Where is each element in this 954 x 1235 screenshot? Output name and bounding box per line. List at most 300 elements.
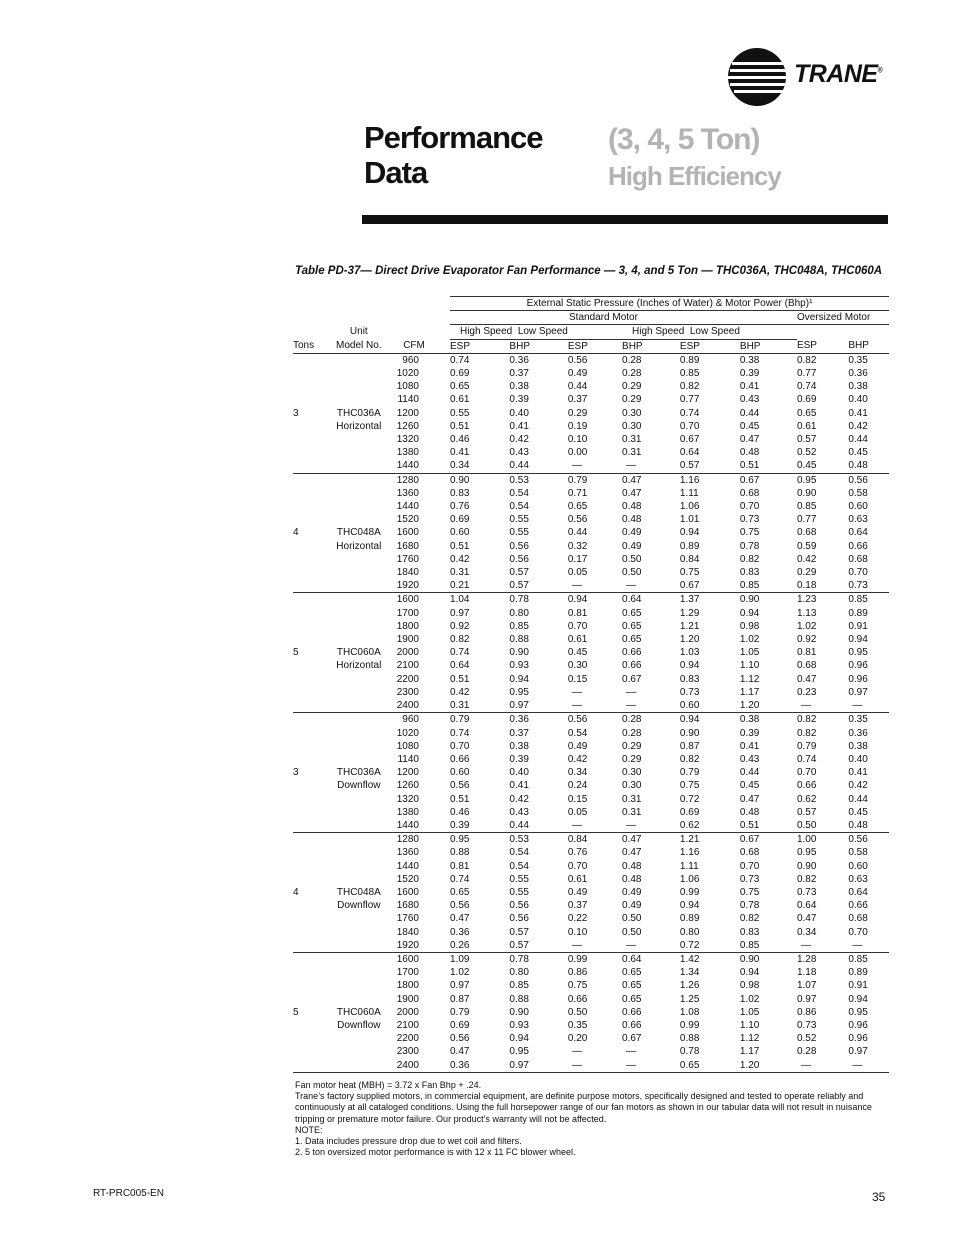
table-row bbox=[293, 699, 889, 713]
cell-value: 0.49 bbox=[567, 368, 588, 380]
cell-value: 0.77 bbox=[679, 394, 700, 406]
cell-value: 0.56 bbox=[509, 900, 529, 912]
cell-cfm: 1800 bbox=[396, 620, 419, 632]
cell-value: 0.41 bbox=[848, 767, 868, 779]
cell-value: 0.94 bbox=[509, 1033, 529, 1045]
cell-value: 0.48 bbox=[622, 501, 642, 513]
cell-value: 0.61 bbox=[796, 420, 817, 432]
cell-value: 0.72 bbox=[679, 793, 700, 805]
cell-value: 0.64 bbox=[796, 900, 817, 912]
cell-value: 0.56 bbox=[449, 1033, 470, 1045]
cell-value: 0.59 bbox=[796, 540, 817, 552]
cell-value: 0.39 bbox=[449, 819, 470, 831]
table-row bbox=[293, 513, 889, 526]
cell-value: 0.60 bbox=[848, 501, 868, 513]
table-row bbox=[293, 806, 889, 819]
note-fan-motor-heat: Fan motor heat (MBH) = 3.72 x Fan Bhp + .24. bbox=[295, 1080, 482, 1090]
table-row bbox=[293, 846, 889, 859]
cell-value: 0.45 bbox=[739, 780, 760, 792]
cell-value: 0.84 bbox=[568, 833, 622, 847]
table-row bbox=[293, 593, 889, 607]
cell-value: 0.57 bbox=[796, 434, 817, 446]
cell-value: 0.82 bbox=[739, 913, 760, 925]
row-tons: 5 bbox=[293, 1006, 299, 1018]
col-model: Model No. bbox=[336, 340, 382, 352]
trane-logo bbox=[728, 48, 898, 104]
row-tons: 5 bbox=[293, 647, 299, 659]
cell-value: 0.37 bbox=[567, 394, 588, 406]
table-body bbox=[293, 353, 889, 1072]
cell-value: 0.95 bbox=[797, 473, 848, 487]
note-heading: NOTE: bbox=[295, 1124, 323, 1135]
cell-value: 0.75 bbox=[679, 780, 700, 792]
row-config: Horizontal bbox=[336, 660, 382, 672]
cell-value: 0.83 bbox=[739, 926, 760, 938]
cell-value: 0.90 bbox=[796, 487, 817, 499]
cell-cfm: 1760 bbox=[396, 913, 419, 925]
cell-value: 0.82 bbox=[449, 634, 470, 646]
cell-value: 0.56 bbox=[567, 514, 588, 526]
cell-value: 0.82 bbox=[739, 553, 760, 565]
cell-value: 0.74 bbox=[449, 873, 470, 885]
cell-value: 0.47 bbox=[449, 913, 470, 925]
cell-value: 0.47 bbox=[739, 793, 760, 805]
cell-cfm: 1360 bbox=[396, 847, 419, 859]
cell-value: 0.85 bbox=[739, 580, 760, 592]
row-model: THC048A bbox=[336, 527, 381, 539]
cell-value: — bbox=[848, 1059, 889, 1073]
cell-value: 1.29 bbox=[679, 607, 700, 619]
cell-value: 0.44 bbox=[567, 527, 588, 539]
cell-value: 0.38 bbox=[740, 353, 797, 367]
cell-cfm: 1020 bbox=[396, 368, 419, 380]
cell-cfm: 2200 bbox=[396, 673, 419, 685]
cell-value: 0.34 bbox=[567, 767, 588, 779]
cell-value: 0.49 bbox=[622, 527, 642, 539]
cell-value: 0.85 bbox=[679, 368, 700, 380]
cell-value: 1.06 bbox=[679, 873, 700, 885]
cell-value: 0.30 bbox=[567, 660, 588, 672]
cell-value: 0.57 bbox=[509, 567, 529, 579]
cell-cfm: 1700 bbox=[396, 607, 419, 619]
col-tons: Tons bbox=[293, 340, 315, 352]
cell-value: 0.65 bbox=[796, 407, 817, 419]
cell-value: 0.67 bbox=[679, 434, 700, 446]
cell-value: 0.97 bbox=[509, 1059, 567, 1073]
table-row bbox=[293, 420, 889, 433]
cell-value: 0.98 bbox=[739, 980, 760, 992]
cell-value: 0.30 bbox=[622, 767, 642, 779]
table-row bbox=[293, 912, 889, 925]
cell-value: 0.89 bbox=[680, 353, 740, 367]
cell-value: 0.49 bbox=[622, 900, 642, 912]
cell-value: 0.28 bbox=[796, 1046, 817, 1058]
table-row bbox=[293, 526, 889, 539]
row-config: Horizontal bbox=[336, 540, 382, 552]
cell-cfm: 2300 bbox=[396, 686, 419, 698]
cell-cfm: 960 bbox=[393, 353, 450, 367]
cell-value: 0.97 bbox=[449, 980, 470, 992]
cell-value: 0.28 bbox=[622, 353, 680, 367]
cell-cfm: 1380 bbox=[396, 447, 419, 459]
cell-value: 0.39 bbox=[739, 727, 760, 739]
cell-value: 0.52 bbox=[796, 447, 817, 459]
cell-value: 0.20 bbox=[567, 1033, 588, 1045]
table-row bbox=[293, 607, 889, 620]
cell-value: 0.48 bbox=[622, 860, 642, 872]
cell-value: 0.66 bbox=[622, 1019, 642, 1031]
cell-value: 0.42 bbox=[449, 553, 470, 565]
row-model: THC048A bbox=[336, 886, 381, 898]
cell-value: 0.60 bbox=[679, 700, 700, 712]
cell-cfm: 1440 bbox=[396, 460, 419, 472]
cell-cfm: 2100 bbox=[396, 1019, 419, 1031]
cell-value: 0.92 bbox=[796, 634, 817, 646]
cell-value: 0.76 bbox=[567, 847, 588, 859]
row-config: Horizontal bbox=[336, 420, 382, 432]
table-row bbox=[293, 1006, 889, 1019]
cell-value: — bbox=[571, 700, 582, 712]
cell-value: — bbox=[626, 580, 637, 592]
cell-value: 0.21 bbox=[449, 580, 470, 592]
cell-value: 0.70 bbox=[739, 501, 760, 513]
cell-value: 0.37 bbox=[509, 368, 529, 380]
cell-value: 0.38 bbox=[848, 381, 868, 393]
cell-value: 0.52 bbox=[796, 1033, 817, 1045]
cell-value: 1.03 bbox=[679, 647, 700, 659]
cell-value: 0.56 bbox=[568, 353, 622, 367]
table-row bbox=[293, 713, 889, 727]
cell-value: 1.20 bbox=[740, 1059, 797, 1073]
cell-value: 0.50 bbox=[622, 567, 642, 579]
cell-value: 0.74 bbox=[449, 727, 470, 739]
table-row bbox=[293, 939, 889, 953]
cell-value: 0.56 bbox=[509, 913, 529, 925]
cell-value: 1.28 bbox=[797, 952, 848, 966]
cell-value: 0.31 bbox=[622, 793, 642, 805]
cell-value: 1.26 bbox=[679, 980, 700, 992]
cell-value: 0.65 bbox=[567, 501, 588, 513]
cell-value: 0.56 bbox=[449, 780, 470, 792]
cell-value: 0.64 bbox=[622, 593, 680, 607]
cell-cfm: 1680 bbox=[396, 900, 419, 912]
cell-cfm: 1800 bbox=[396, 980, 419, 992]
col-esp-2: ESP bbox=[568, 339, 622, 353]
cell-value: 0.79 bbox=[450, 713, 509, 727]
cell-cfm: 1840 bbox=[396, 567, 419, 579]
cell-value: 0.60 bbox=[449, 527, 470, 539]
cell-cfm: 1320 bbox=[396, 434, 419, 446]
cell-value: 1.37 bbox=[680, 593, 740, 607]
cell-value: 0.94 bbox=[848, 993, 868, 1005]
cell-value: 0.87 bbox=[449, 993, 470, 1005]
table-row bbox=[293, 553, 889, 566]
cell-value: 0.96 bbox=[848, 1033, 868, 1045]
cell-value: 0.99 bbox=[568, 952, 622, 966]
table-row bbox=[293, 393, 889, 406]
cell-value: 0.85 bbox=[848, 593, 889, 607]
cell-value: 0.81 bbox=[567, 607, 588, 619]
cell-value: 0.58 bbox=[848, 487, 868, 499]
cell-value: 0.53 bbox=[509, 473, 567, 487]
cell-value: 0.78 bbox=[679, 1046, 700, 1058]
cell-value: — bbox=[568, 1059, 622, 1073]
cell-value: 0.45 bbox=[796, 460, 817, 472]
cell-value: 0.41 bbox=[739, 381, 760, 393]
cell-value: 0.68 bbox=[796, 527, 817, 539]
cell-value: 0.77 bbox=[796, 368, 817, 380]
cell-value: 0.24 bbox=[567, 780, 588, 792]
cell-value: 0.31 bbox=[449, 700, 470, 712]
cell-value: 0.42 bbox=[796, 553, 817, 565]
cell-value: 0.10 bbox=[567, 434, 588, 446]
cell-value: 0.78 bbox=[509, 952, 567, 966]
cell-value: 0.40 bbox=[848, 753, 868, 765]
cell-value: 0.74 bbox=[449, 647, 470, 659]
cell-value: 0.97 bbox=[449, 607, 470, 619]
cell-value: 0.88 bbox=[679, 1033, 700, 1045]
cell-value: 0.36 bbox=[848, 368, 868, 380]
cell-value: 0.61 bbox=[449, 394, 470, 406]
cell-value: 0.49 bbox=[567, 886, 588, 898]
table-row bbox=[293, 740, 889, 753]
cell-value: 0.79 bbox=[679, 767, 700, 779]
cell-cfm: 2000 bbox=[396, 647, 419, 659]
cell-value: 0.65 bbox=[680, 1059, 740, 1073]
table-row bbox=[293, 367, 889, 380]
cell-value: 0.76 bbox=[449, 501, 470, 513]
note-motor-warranty: Trane’s factory supplied motors, in commercial equipment, are definite purpose motors, specifically designed and tested to operate reliably and continuously at all cataloged conditions. Using the full horsepower range of our fan motors as shown in our tabular data will not result in nuisance tripping or premature motor failure. Our product’s warranty will not be affected. bbox=[295, 1091, 872, 1124]
table-row bbox=[293, 1059, 889, 1073]
table-row bbox=[293, 620, 889, 633]
cell-value: 0.66 bbox=[622, 1006, 642, 1018]
cell-value: 1.04 bbox=[450, 593, 509, 607]
col-bhp-3: BHP bbox=[740, 339, 797, 353]
document-code: RT-PRC005-EN bbox=[93, 1188, 164, 1199]
cell-value: 0.34 bbox=[449, 460, 470, 472]
row-model: THC060A bbox=[336, 1006, 381, 1018]
cell-value: 0.10 bbox=[567, 926, 588, 938]
cell-value: 0.29 bbox=[622, 753, 642, 765]
note-1: 1. Data includes pressure drop due to wet coil and filters. bbox=[295, 1136, 522, 1147]
cell-value: 0.38 bbox=[848, 740, 868, 752]
cell-value: 0.94 bbox=[679, 660, 700, 672]
cell-value: 0.36 bbox=[450, 1059, 509, 1073]
cell-value: 0.15 bbox=[567, 673, 588, 685]
table-row bbox=[293, 727, 889, 740]
cell-cfm: 1260 bbox=[396, 420, 419, 432]
cell-cfm: 1600 bbox=[396, 886, 419, 898]
cell-value: 0.54 bbox=[567, 727, 588, 739]
cell-value: 0.65 bbox=[622, 967, 642, 979]
cell-value: 0.42 bbox=[449, 686, 470, 698]
header-low-speed-2: Low Speed bbox=[689, 326, 740, 338]
title-rule bbox=[362, 215, 888, 224]
fan-performance-table bbox=[293, 296, 889, 1073]
cell-value: 0.55 bbox=[449, 407, 470, 419]
cell-value: — bbox=[852, 700, 863, 712]
cell-value: 0.44 bbox=[509, 819, 529, 831]
cell-value: 0.45 bbox=[848, 806, 868, 818]
cell-cfm: 1440 bbox=[396, 501, 419, 513]
table-row bbox=[293, 579, 889, 593]
cell-value: 0.44 bbox=[567, 381, 588, 393]
col-bhp-4: BHP bbox=[848, 339, 889, 353]
cell-value: 0.85 bbox=[848, 952, 889, 966]
cell-value: 0.53 bbox=[509, 833, 567, 847]
cell-value: 0.51 bbox=[739, 460, 760, 472]
cell-value: 0.64 bbox=[848, 527, 868, 539]
cell-value: 0.40 bbox=[848, 394, 868, 406]
cell-value: 1.12 bbox=[739, 1033, 760, 1045]
cell-value: 0.65 bbox=[449, 886, 470, 898]
cell-value: 0.74 bbox=[450, 353, 509, 367]
cell-value: 0.73 bbox=[679, 686, 700, 698]
cell-value: 0.38 bbox=[509, 381, 529, 393]
cell-value: 0.57 bbox=[679, 460, 700, 472]
cell-value: 1.11 bbox=[679, 487, 699, 499]
cell-value: 1.21 bbox=[679, 620, 700, 632]
table-row bbox=[293, 779, 889, 792]
cell-value: 0.95 bbox=[848, 647, 868, 659]
cell-value: 0.92 bbox=[449, 620, 470, 632]
cell-value: 0.46 bbox=[449, 806, 470, 818]
cell-cfm: 2200 bbox=[396, 1033, 419, 1045]
table-row bbox=[293, 993, 889, 1006]
cell-cfm: 1360 bbox=[396, 487, 419, 499]
cell-value: 0.94 bbox=[739, 967, 760, 979]
cell-value: 0.54 bbox=[509, 860, 529, 872]
cell-cfm: 1900 bbox=[396, 634, 419, 646]
header-standard-motor: Standard Motor bbox=[450, 311, 797, 325]
cell-value: 0.64 bbox=[622, 952, 680, 966]
table-row bbox=[293, 886, 889, 899]
cell-value: 0.70 bbox=[449, 740, 470, 752]
cell-value: 0.74 bbox=[679, 407, 700, 419]
cell-value: 0.73 bbox=[796, 1019, 817, 1031]
cell-cfm: 1280 bbox=[393, 473, 450, 487]
cell-value: 0.68 bbox=[739, 847, 760, 859]
cell-value: 1.02 bbox=[796, 620, 817, 632]
cell-value: 0.41 bbox=[848, 407, 868, 419]
col-cfm: CFM bbox=[403, 340, 425, 352]
cell-value: 0.65 bbox=[622, 634, 642, 646]
cell-value: 0.39 bbox=[739, 368, 760, 380]
cell-value: 0.90 bbox=[740, 952, 797, 966]
cell-value: 0.95 bbox=[848, 1006, 868, 1018]
cell-value: 0.48 bbox=[848, 819, 868, 831]
cell-value: — bbox=[626, 460, 637, 472]
cell-value: — bbox=[571, 460, 582, 472]
table-row bbox=[293, 753, 889, 766]
cell-value: 0.50 bbox=[567, 1006, 588, 1018]
cell-value: 0.74 bbox=[796, 753, 817, 765]
cell-value: 1.01 bbox=[679, 514, 700, 526]
cell-value: 0.95 bbox=[509, 686, 529, 698]
page-number: 35 bbox=[872, 1190, 886, 1204]
cell-value: 0.30 bbox=[622, 420, 642, 432]
table-notes bbox=[295, 1080, 889, 1158]
cell-value: 0.56 bbox=[509, 540, 529, 552]
cell-value: 0.65 bbox=[622, 620, 642, 632]
cell-value: 0.22 bbox=[567, 913, 588, 925]
cell-value: 0.26 bbox=[449, 939, 470, 951]
cell-value: 1.11 bbox=[679, 860, 699, 872]
cell-value: — bbox=[626, 939, 637, 951]
cell-value: 0.28 bbox=[622, 713, 680, 727]
cell-value: 0.55 bbox=[509, 514, 529, 526]
cell-value: 0.81 bbox=[796, 647, 817, 659]
table-row bbox=[293, 873, 889, 886]
page-subtitle: (3, 4, 5 Ton) High Efficiency bbox=[608, 123, 781, 191]
table-row bbox=[293, 966, 889, 979]
cell-value: 0.41 bbox=[509, 420, 529, 432]
cell-value: 0.74 bbox=[796, 381, 817, 393]
table-row bbox=[293, 1045, 889, 1058]
cell-cfm: 1200 bbox=[396, 767, 419, 779]
table-row bbox=[293, 1032, 889, 1045]
cell-value: — bbox=[626, 686, 637, 698]
cell-value: 0.58 bbox=[848, 847, 868, 859]
cell-value: 0.47 bbox=[622, 847, 642, 859]
cell-value: 0.50 bbox=[622, 553, 642, 565]
cell-value: 0.29 bbox=[622, 740, 642, 752]
cell-value: 0.66 bbox=[848, 900, 868, 912]
cell-value: 0.43 bbox=[509, 447, 529, 459]
cell-value: 0.95 bbox=[450, 833, 509, 847]
cell-value: 0.64 bbox=[449, 660, 470, 672]
cell-value: — bbox=[571, 580, 582, 592]
col-bhp-2: BHP bbox=[622, 339, 680, 353]
cell-value: 0.79 bbox=[568, 473, 622, 487]
cell-value: 1.06 bbox=[679, 501, 700, 513]
cell-value: 0.90 bbox=[509, 647, 529, 659]
cell-value: 1.34 bbox=[679, 967, 700, 979]
cell-value: 0.67 bbox=[740, 833, 797, 847]
cell-value: 0.56 bbox=[449, 900, 470, 912]
table-row bbox=[293, 459, 889, 473]
cell-value: 0.63 bbox=[848, 873, 868, 885]
cell-value: — bbox=[852, 939, 863, 951]
row-model: THC060A bbox=[336, 647, 381, 659]
cell-value: 0.97 bbox=[848, 1046, 868, 1058]
cell-value: 0.71 bbox=[567, 487, 588, 499]
cell-value: 0.51 bbox=[449, 793, 470, 805]
cell-value: 0.86 bbox=[567, 967, 588, 979]
cell-value: 0.28 bbox=[622, 368, 642, 380]
cell-value: 0.56 bbox=[848, 833, 889, 847]
cell-value: 0.54 bbox=[509, 501, 529, 513]
table-row bbox=[293, 793, 889, 806]
cell-value: 1.17 bbox=[739, 686, 760, 698]
cell-value: 0.60 bbox=[848, 860, 868, 872]
cell-cfm: 1700 bbox=[396, 967, 419, 979]
cell-value: 0.57 bbox=[509, 939, 529, 951]
cell-value: 0.94 bbox=[848, 634, 868, 646]
cell-value: 0.68 bbox=[848, 913, 868, 925]
cell-value: 1.23 bbox=[797, 593, 848, 607]
cell-value: 0.36 bbox=[509, 353, 567, 367]
table-row bbox=[293, 380, 889, 393]
cell-value: 0.91 bbox=[848, 620, 868, 632]
cell-cfm: 2300 bbox=[396, 1046, 419, 1058]
row-tons: 3 bbox=[293, 407, 299, 419]
cell-value: 0.42 bbox=[509, 434, 529, 446]
cell-value: 0.55 bbox=[509, 527, 529, 539]
cell-cfm: 1260 bbox=[396, 780, 419, 792]
cell-value: 0.62 bbox=[796, 793, 817, 805]
cell-value: 0.94 bbox=[680, 713, 740, 727]
